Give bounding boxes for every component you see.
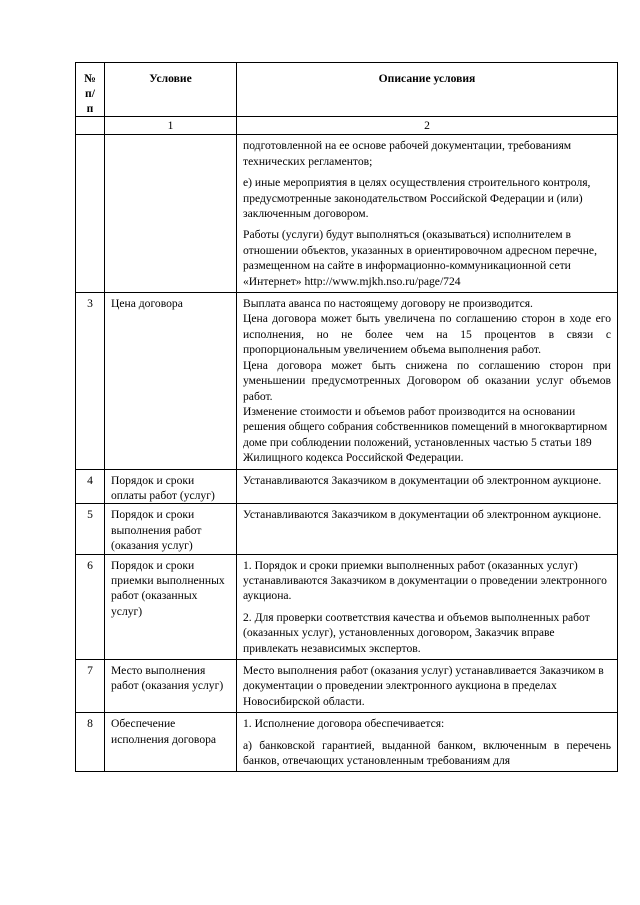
- row-condition: Цена договора: [105, 293, 237, 469]
- description-paragraph: 1. Порядок и сроки приемки выполненных работ (оказанных услуг) устанавливаются Заказчиком в документации о проведении электронного аукциона.: [243, 558, 607, 603]
- row-number: 3: [76, 293, 105, 469]
- table-row: [76, 135, 618, 293]
- row-number: 8: [76, 713, 105, 772]
- description-paragraph: а) банковской гарантией, выданной банком, включенным в перечень банков, отвечающих установленным требованиям для: [243, 738, 611, 768]
- row-description: [237, 135, 618, 293]
- row-condition: [105, 135, 237, 293]
- description-paragraph: Цена договора может быть увеличена по соглашению сторон в ходе его исполнения, но не более чем на 15 процентов в связи с пропорциональным увеличением объема выполнения работ.: [243, 312, 611, 357]
- description-paragraph: подготовленной на ее основе рабочей документации, требованиям технических регламентов;: [243, 139, 572, 168]
- row-number: 6: [76, 554, 105, 659]
- index-cell-empty: [76, 117, 105, 135]
- row-condition: Место выполнения работ (оказания услуг): [105, 660, 237, 713]
- row-number: 7: [76, 660, 105, 713]
- table-row: [76, 293, 618, 469]
- description-paragraph: е) иные мероприятия в целях осуществления строительного контроля, предусмотренные законодательством Российской Федерации и (или) заключенным договором.: [243, 176, 591, 221]
- column-index-row: [76, 117, 618, 135]
- row-number: [76, 135, 105, 293]
- row-condition: Порядок и сроки выполнения работ (оказания услуг): [105, 504, 237, 554]
- description-paragraph: Место выполнения работ (оказания услуг) устанавливается Заказчиком в документации о проведении электронного аукциона в пределах Новосибирской области.: [243, 664, 604, 708]
- description-paragraph: 1. Исполнение договора обеспечивается:: [243, 717, 445, 731]
- table-row: [76, 660, 618, 713]
- table-row: [76, 554, 618, 659]
- table-row: [76, 469, 618, 504]
- row-description: [237, 554, 618, 659]
- description-paragraph: Устанавливаются Заказчиком в документации об электронном аукционе.: [243, 473, 602, 487]
- row-description: [237, 660, 618, 713]
- header-condition: Условие: [105, 63, 237, 117]
- row-condition: Порядок и сроки приемки выполненных работ (оказанных услуг): [105, 554, 237, 659]
- description-paragraph: Выплата аванса по настоящему договору не производится.: [243, 297, 533, 311]
- row-number: 4: [76, 469, 105, 504]
- index-cell-description: 2: [237, 117, 618, 135]
- index-cell-condition: 1: [105, 117, 237, 135]
- row-description: [237, 713, 618, 772]
- row-condition: Обеспечение исполнения договора: [105, 713, 237, 772]
- table-header-row: [76, 63, 618, 117]
- header-description: Описание условия: [237, 63, 618, 117]
- row-description: [237, 293, 618, 469]
- row-description: [237, 504, 618, 554]
- row-description: [237, 469, 618, 504]
- table-row: [76, 713, 618, 772]
- description-paragraph: Работы (услуги) будут выполняться (оказываться) исполнителем в отношении объектов, указанных в ориентировочном адресном перечне, размещенном на сайте в информационно-коммуникационной сети «Интернет» http://www.mjkh.nso.ru/page/724: [243, 228, 597, 288]
- conditions-table: [75, 62, 618, 772]
- description-paragraph: Изменение стоимости и объемов работ производится на основании решения общего собрания собственников помещений в многоквартирном доме при соблюдении положений, установленных частью 5 статьи 189 Жилищного кодекса Российской Федерации.: [243, 404, 608, 465]
- description-paragraph: 2. Для проверки соответствия качества и объемов выполненных работ (оказанных услуг), установленных договором, Заказчик вправе привлекать независимых экспертов.: [243, 610, 590, 655]
- description-paragraph: Цена договора может быть снижена по соглашению сторон при уменьшении предусмотренных Договором об оказании услуг объемов работ.: [243, 358, 611, 403]
- header-num: № п/п: [76, 63, 105, 117]
- row-number: 5: [76, 504, 105, 554]
- table-row: [76, 504, 618, 554]
- description-paragraph: Устанавливаются Заказчиком в документации об электронном аукционе.: [243, 508, 602, 522]
- row-condition: Порядок и сроки оплаты работ (услуг): [105, 469, 237, 504]
